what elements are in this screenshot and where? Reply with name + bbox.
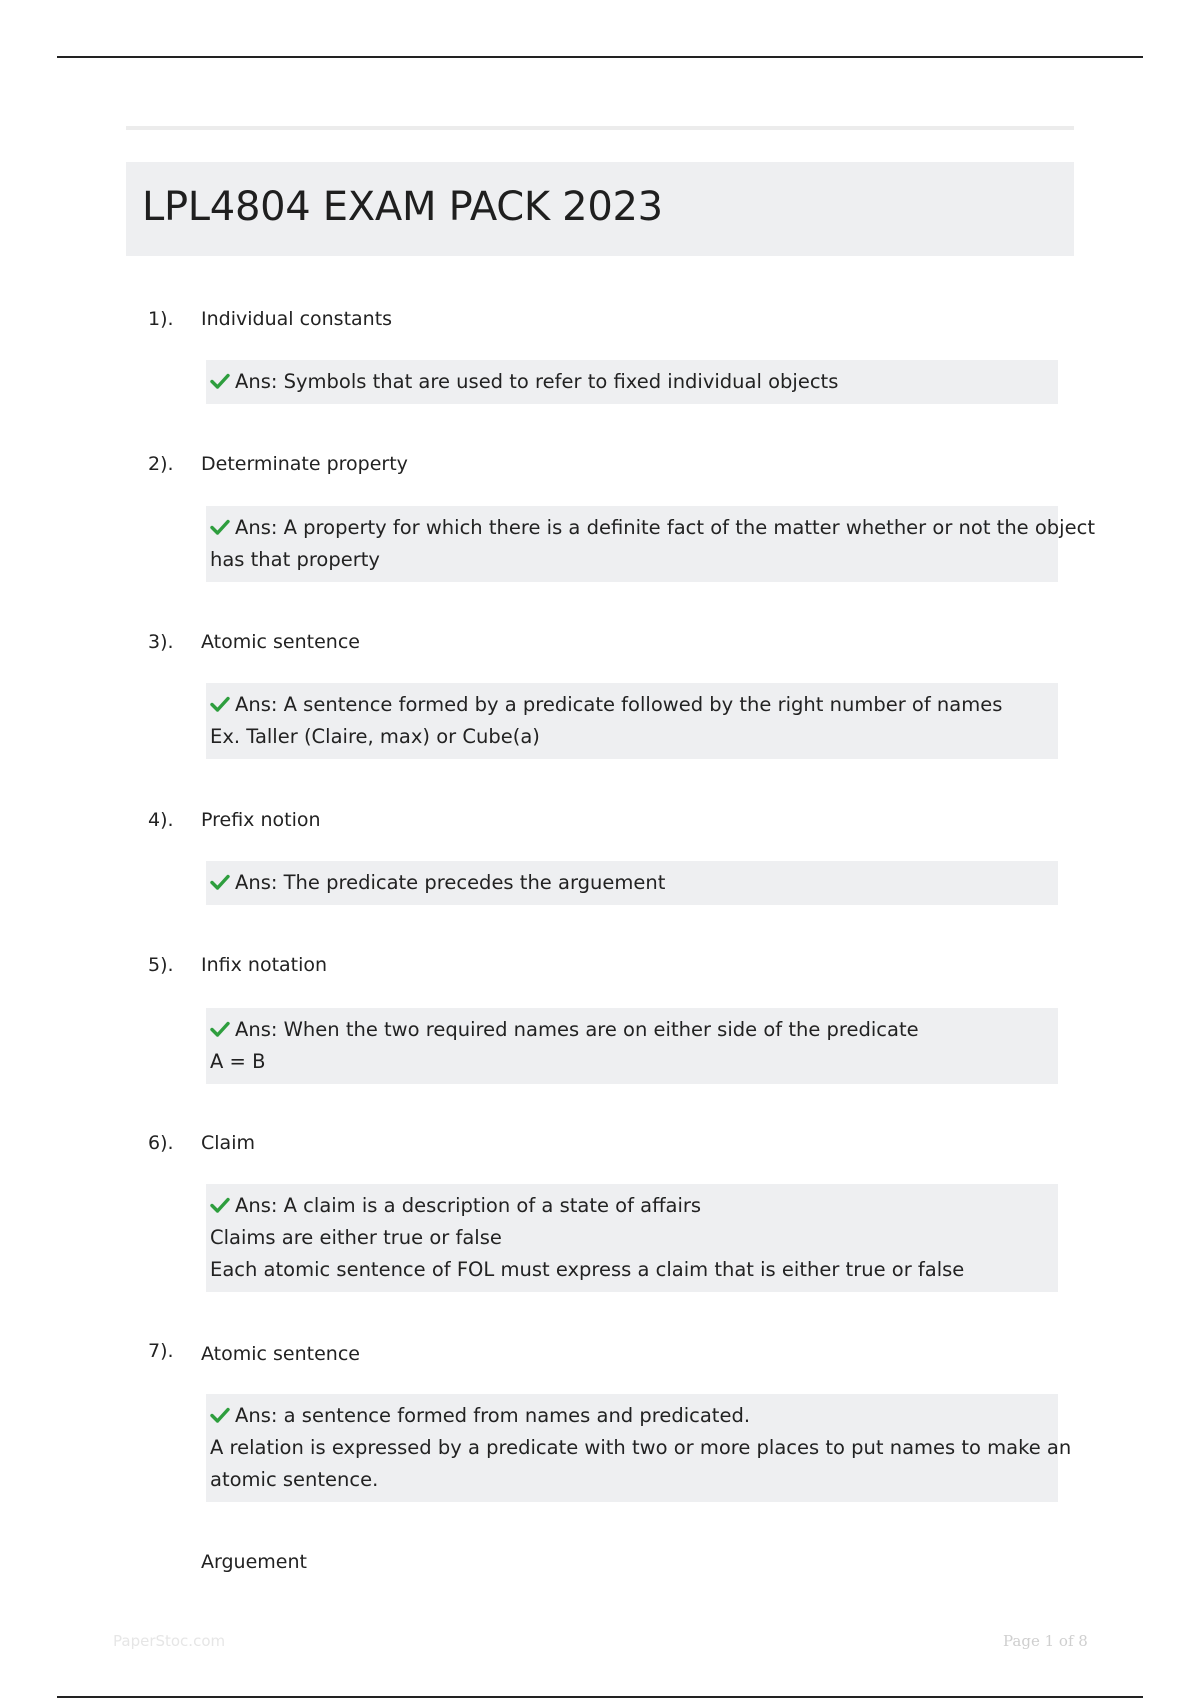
watermark-text: PaperStoc.com xyxy=(113,1632,226,1650)
answer-box xyxy=(206,683,1058,759)
item-term: Atomic sentence xyxy=(201,631,360,653)
check-icon xyxy=(210,873,230,891)
item-number: 2). xyxy=(148,453,174,475)
item-term: Infix notation xyxy=(201,954,328,976)
answer-box xyxy=(206,506,1095,582)
answer-prefix: Ans: xyxy=(235,693,278,716)
item-number: 4). xyxy=(148,809,174,831)
answer-text: Ex. Taller (Claire, max) or Cube(a) xyxy=(210,725,540,748)
check-icon xyxy=(210,372,230,390)
answer-prefix: Ans: xyxy=(235,1194,278,1217)
check-icon xyxy=(210,1196,230,1214)
item-number: 6). xyxy=(148,1132,174,1154)
answer-text: A sentence formed by a predicate followed by the right number of names xyxy=(283,693,1003,716)
answer-prefix: Ans: xyxy=(235,871,278,894)
answer-text: When the two required names are on either side of the predicate xyxy=(283,1018,919,1041)
item-term: Individual constants xyxy=(201,308,393,330)
answer-box xyxy=(206,360,1058,404)
answer-text: Claims are either true or false xyxy=(210,1226,502,1249)
answer-text: A claim is a description of a state of affairs xyxy=(283,1194,702,1217)
answer-prefix: Ans: xyxy=(235,370,278,393)
answer-box xyxy=(206,861,1058,905)
check-icon xyxy=(210,1020,230,1038)
answer-text: Symbols that are used to refer to fixed individual objects xyxy=(283,370,839,393)
bottom-rule xyxy=(57,1696,1143,1698)
answer-box xyxy=(206,1184,1058,1292)
answer-text: A relation is expressed by a predicate with two or more places to put names to make an xyxy=(210,1436,1072,1459)
item-term: Atomic sentence xyxy=(201,1343,360,1365)
answer-text: has that property xyxy=(210,548,380,571)
answer-text: a sentence formed from names and predicated. xyxy=(283,1404,751,1427)
item-term: Determinate property xyxy=(201,453,408,475)
check-icon xyxy=(210,518,230,536)
answer-box xyxy=(206,1394,1072,1502)
answer-text: A = B xyxy=(210,1050,266,1073)
item-term: Claim xyxy=(201,1132,255,1154)
header-divider xyxy=(126,126,1074,130)
next-item-term: Arguement xyxy=(201,1551,307,1573)
answer-prefix: Ans: xyxy=(235,1404,278,1427)
item-number: 7). xyxy=(148,1340,174,1362)
answer-prefix: Ans: xyxy=(235,1018,278,1041)
item-term: Prefix notion xyxy=(201,809,321,831)
answer-text: Each atomic sentence of FOL must express a claim that is either true or false xyxy=(210,1258,965,1281)
page-number: Page 1 of 8 xyxy=(1003,1632,1088,1650)
item-number: 1). xyxy=(148,308,174,330)
answer-text: atomic sentence. xyxy=(210,1468,379,1491)
top-rule xyxy=(57,56,1143,58)
page-title: LPL4804 EXAM PACK 2023 xyxy=(142,184,663,230)
title-banner xyxy=(126,162,1074,256)
answer-prefix: Ans: xyxy=(235,516,278,539)
item-number: 5). xyxy=(148,954,174,976)
answer-box xyxy=(206,1008,1058,1084)
answer-text: A property for which there is a definite fact of the matter whether or not the object xyxy=(283,516,1095,539)
check-icon xyxy=(210,1406,230,1424)
answer-text: The predicate precedes the arguement xyxy=(283,871,666,894)
item-number: 3). xyxy=(148,631,174,653)
check-icon xyxy=(210,695,230,713)
